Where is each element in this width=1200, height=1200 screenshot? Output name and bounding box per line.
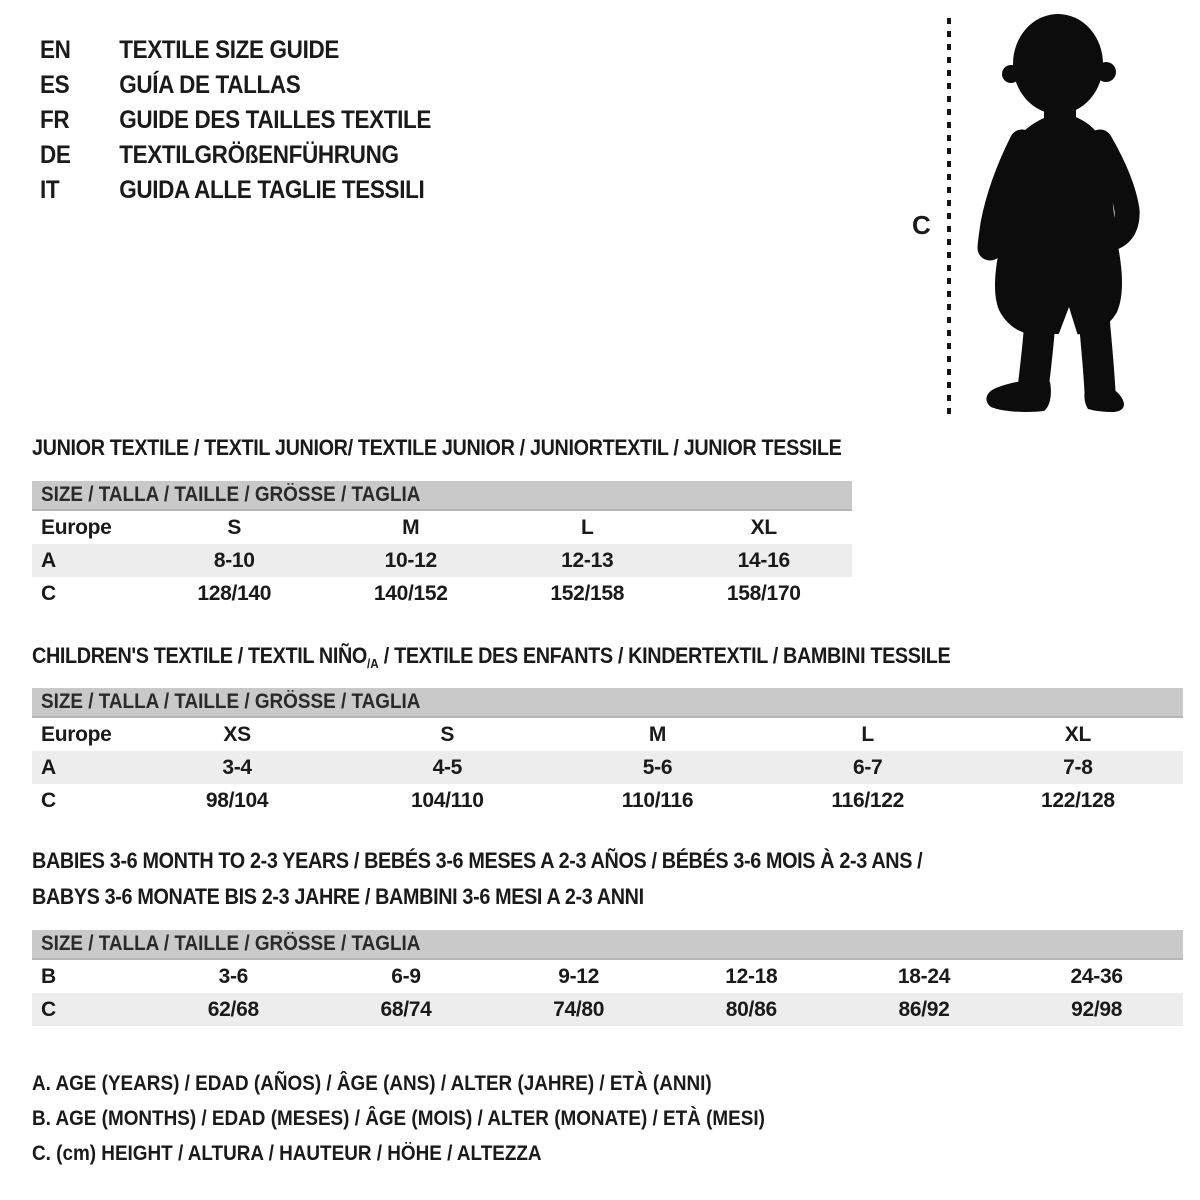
value-cell: 74/80 [553, 997, 605, 1021]
value-cell: 4-5 [432, 755, 463, 779]
size-header-band [32, 688, 1183, 718]
row-label: C [41, 997, 56, 1021]
row-label: A [41, 755, 56, 779]
table-row [32, 577, 852, 610]
value-cell: 10-12 [384, 548, 437, 572]
value-cell: 68/74 [380, 997, 432, 1021]
value-cell: 86/92 [898, 997, 950, 1021]
children-section-title [32, 643, 1052, 677]
row-label: Europe [41, 515, 112, 539]
value-cell: 12-18 [725, 964, 778, 988]
children-title-sub: /A [366, 656, 379, 671]
value-cell: 128/140 [197, 581, 272, 605]
language-title: GUÍA DE TALLAS [119, 71, 301, 99]
value-cell: 116/122 [831, 788, 905, 812]
value-cell: 18-24 [897, 964, 951, 988]
legend-text: B. AGE (MONTHS) / EDAD (MESES) / ÂGE (MOIS) / ALTER (MONATE) / ETÀ (MESI) [32, 1107, 765, 1130]
table-row [32, 544, 852, 577]
legend-line-a [32, 1072, 846, 1107]
value-cell: 12-13 [561, 548, 614, 572]
value-cell: 152/158 [550, 581, 625, 605]
language-title-list [40, 33, 475, 208]
language-row-en [40, 33, 431, 68]
size-cell: XL [1064, 722, 1092, 746]
row-label: Europe [41, 722, 112, 746]
language-row-de [40, 138, 431, 173]
value-cell: 6-7 [852, 755, 883, 779]
value-cell: 3-6 [218, 964, 249, 988]
value-cell: 9-12 [558, 964, 600, 988]
table-row [32, 751, 1183, 784]
value-cell: 14-16 [737, 548, 790, 572]
size-cell: M [648, 722, 667, 746]
value-cell: 158/170 [726, 581, 801, 605]
babies-title-line1: BABIES 3-6 MONTH TO 2-3 YEARS / BEBÉS 3-6 MESES A 2-3 AÑOS / BÉBÉS 3-6 MOIS À 2-3 ANS / [32, 848, 923, 873]
language-title: GUIDE DES TAILLES TEXTILE [119, 106, 432, 134]
value-cell: 5-6 [642, 755, 673, 779]
table-row [32, 993, 1183, 1026]
value-cell: 7-8 [1063, 755, 1093, 779]
junior-size-table [32, 481, 852, 610]
value-cell: 122/128 [1040, 788, 1115, 812]
height-measure-label: C [912, 210, 931, 240]
size-cell: L [580, 515, 594, 539]
size-cell: L [861, 722, 874, 746]
language-row-it [40, 173, 431, 208]
value-cell: 92/98 [1071, 997, 1123, 1021]
table-row [32, 784, 1183, 817]
size-cell: S [227, 515, 242, 539]
value-cell: 62/68 [207, 997, 259, 1021]
size-header-label: SIZE / TALLA / TAILLE / GRÖSSE / TAGLIA [41, 690, 421, 713]
value-cell: 24-36 [1070, 964, 1123, 988]
junior-section-title [32, 435, 931, 461]
legend-text: A. AGE (YEARS) / EDAD (AÑOS) / ÂGE (ANS) / ALTER (JAHRE) / ETÀ (ANNI) [32, 1072, 712, 1095]
size-cell: M [402, 515, 420, 539]
value-cell: 98/104 [205, 788, 269, 812]
legend-text: C. (cm) HEIGHT / ALTURA / HAUTEUR / HÖHE / ALTEZZA [32, 1142, 542, 1165]
table-row [32, 960, 1183, 993]
size-cell: S [440, 722, 455, 746]
size-header-label: SIZE / TALLA / TAILLE / GRÖSSE / TAGLIA [41, 483, 421, 506]
size-cell: XS [223, 722, 251, 746]
children-title-post: / TEXTILE DES ENFANTS / KINDERTEXTIL / BAMBINI TESSILE [378, 643, 951, 668]
size-header-band [32, 481, 852, 511]
children-size-table [32, 688, 1183, 817]
row-label: A [41, 548, 56, 572]
language-code: ES [40, 71, 70, 99]
value-cell: 104/110 [410, 788, 484, 812]
language-code: EN [40, 36, 71, 64]
value-cell: 3-4 [222, 755, 252, 779]
measurement-legend [32, 1072, 846, 1177]
language-row-fr [40, 103, 431, 138]
size-cell: XL [750, 515, 777, 539]
value-cell: 140/152 [373, 581, 448, 605]
legend-line-c [32, 1142, 846, 1177]
table-row [32, 718, 1183, 751]
value-cell: 6-9 [391, 964, 421, 988]
babies-title-line2: BABYS 3-6 MONATE BIS 2-3 JAHRE / BAMBINI 3-6 MESI A 2-3 ANNI [32, 884, 644, 909]
height-measure-figure [900, 8, 1170, 423]
value-cell: 8-10 [213, 548, 255, 572]
language-code: DE [40, 141, 71, 169]
baby-silhouette-icon [960, 10, 1156, 420]
children-title-text [32, 643, 950, 677]
children-title-pre: CHILDREN'S TEXTILE / TEXTIL NIÑO [32, 643, 367, 668]
language-title: TEXTILE SIZE GUIDE [119, 36, 339, 64]
junior-title-text: JUNIOR TEXTILE / TEXTIL JUNIOR/ TEXTILE JUNIOR / JUNIORTEXTIL / JUNIOR TESSILE [32, 435, 842, 460]
value-cell: 80/86 [725, 997, 777, 1021]
babies-section-title [32, 848, 1021, 920]
row-label: B [41, 964, 56, 988]
language-title: GUIDA ALLE TAGLIE TESSILI [119, 176, 425, 204]
value-cell: 110/116 [621, 788, 694, 812]
row-label: C [41, 788, 56, 812]
row-label: C [41, 581, 56, 605]
language-code: IT [40, 176, 60, 204]
size-header-label: SIZE / TALLA / TAILLE / GRÖSSE / TAGLIA [41, 932, 421, 955]
language-row-es [40, 68, 431, 103]
language-code: FR [40, 106, 70, 134]
height-measure-dashed-line [947, 18, 951, 418]
table-row [32, 511, 852, 544]
size-header-band [32, 930, 1183, 960]
language-title: TEXTILGRÖßENFÜHRUNG [119, 141, 399, 169]
legend-line-b [32, 1107, 846, 1142]
babies-size-table [32, 930, 1183, 1026]
